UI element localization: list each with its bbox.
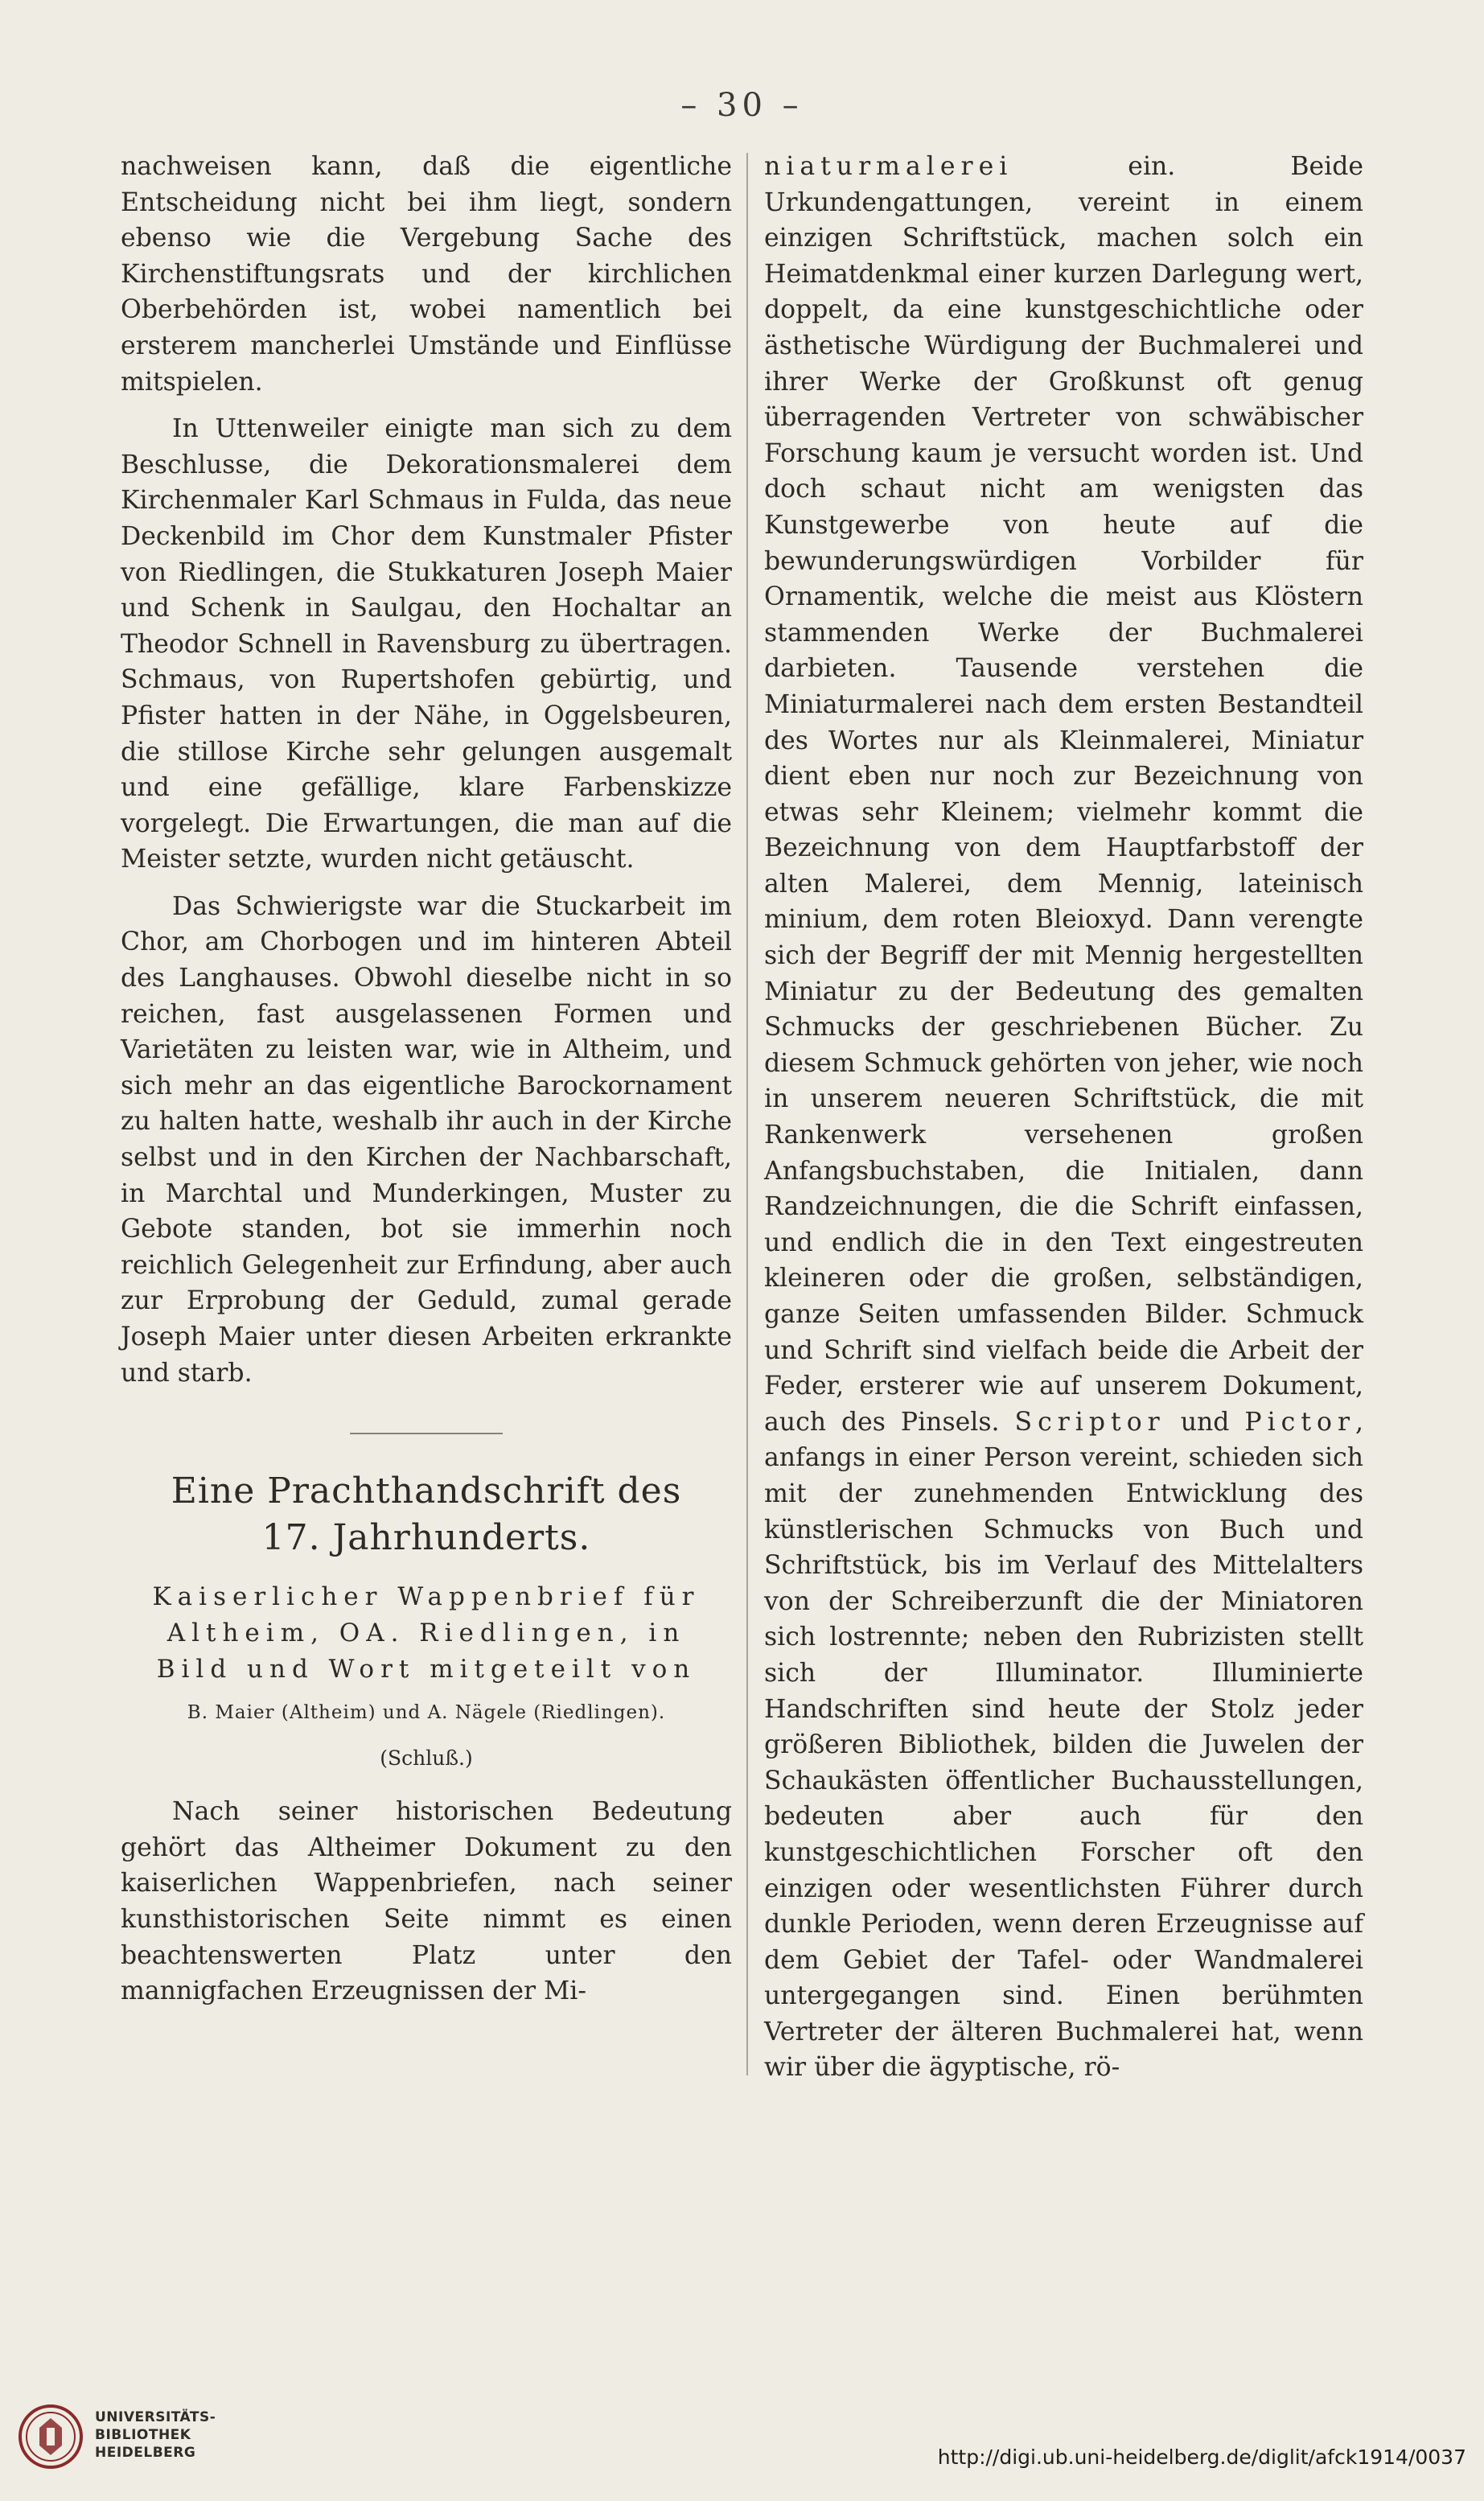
- library-logo: [18, 2404, 219, 2476]
- library-name-line-3: HEIDELBERG: [95, 2445, 196, 2461]
- spaced-word-scriptor: Scriptor: [1014, 1407, 1165, 1437]
- article-subheading-line-3: Bild und Wort mitgeteilt von: [156, 1655, 697, 1684]
- right-paragraph: [764, 149, 1363, 2086]
- article-heading-line-2: 17. Jahrhunderts.: [261, 1517, 591, 1559]
- column-rule: [746, 153, 748, 2075]
- article-heading: [121, 1468, 732, 1561]
- left-paragraph-2: In Uttenweiler einigte man sich zu dem Beschlusse, die Dekorationsmalerei dem Kirchenmaler Karl Schmaus in Fulda, das neue Deckenbild im Chor dem Kunstmaler Pfister von Riedlingen, die Stukkaturen Joseph Maier und Schenk in Saulgau, den Hochaltar an Theodor Schnell in Ravensburg zu übertragen. Schmaus, von Rupertshofen gebürtig, und Pfister hatten in der Nähe, in Oggelsbeuren, die stillose Kirche sehr gelungen ausgemalt und eine gefällige, klare Farbenskizze vorgelegt. Die Erwartungen, die man auf die Meister setzte, wurden nicht getäuscht.: [121, 414, 732, 874]
- conclusion-note: (Schluß.): [380, 1746, 473, 1771]
- right-paragraph-text: ein. Beide Urkundengattungen, vereint in einem einzigen Schriftstück, machen solch ein Heimatdenkmal einer kurzen Darlegung wert, doppelt, da eine kunstgeschichtliche oder ästhetische Würdigung der Buchmalerei und ihrer Werke der Großkunst oft genug überragenden Vertreter von schwäbischer Forschung kaum je versucht worden ist. Und doch schaut nicht am wenigsten das Kunstgewerbe von heute auf die bewunderungswürdigen Vorbilder für Ornamentik, welche die meist aus Klöstern stammenden Werke der Buchmalerei darbieten. Tausende verstehen die Miniaturmalerei nach dem ersten Bestandteil des Wortes nur als Kleinmalerei, Miniatur dient eben nur noch zur Bezeichnung von etwas sehr Kleinem; vielmehr kommt die Bezeichnung von dem Hauptfarbstoff der alten Malerei, dem Mennig, lateinisch minium, dem roten Bleioxyd. Dann verengte sich der Begriff der mit Mennig hergestellten Miniatur zu der Bedeutung des gemalten Schmucks der geschriebenen Bücher. Zu diesem Schmuck gehörten von jeher, wie noch in unserem neueren Schriftstück, die mit Rankenwerk versehenen großen Anfangsbuchstaben, die Initialen, dann Randzeichnungen, die die Schrift einfassen, und endlich die in den Text eingestreuten kleineren oder die großen, selbständigen, ganze Seiten umfassenden Bilder. Schmuck und Schrift sind vielfach beide die Arbeit der Feder, ersterer wie auf unserem Dokument, auch des Pinsels.: [764, 152, 1363, 1437]
- left-paragraph-1: nachweisen kann, daß die eigentliche Entscheidung nicht bei ihm liegt, sondern ebenso wie die Vergebung Sache des Kirchenstiftungsrats und der kirchlichen Oberbehörden ist, wobei namentlich bei ersterem mancherlei Umstände und Einflüsse mitspielen.: [121, 152, 732, 397]
- article-subheading: [121, 1579, 732, 1688]
- library-name-line-2: BIBLIOTHEK: [95, 2427, 191, 2443]
- source-url[interactable]: http://digi.ub.uni-heidelberg.de/diglit/afck1914/0037: [937, 2445, 1466, 2469]
- article-subheading-line-1: Kaiserlicher Wappenbrief für: [152, 1582, 701, 1612]
- article-byline: B. Maier (Altheim) und A. Nägele (Riedlingen).: [187, 1702, 666, 1724]
- right-paragraph-end: , anfangs in einer Person vereint, schieden sich mit der zunehmenden Entwicklung des künstlerischen Schmucks von Buch und Schriftstück, bis im Verlauf des Mittelalters von der Schreiberzunft die der Miniatoren sich lostrennte; neben den Rubrizisten stellt sich der Illuminator. Illuminierte Handschriften sind heute der Stolz jeder größeren Bibliothek, bilden die Juwelen der Schaukästen öffentlicher Buchausstellungen, bedeuten aber auch für den kunstgeschichtlichen Forscher oft den einzigen oder wesentlichsten Führer durch dunkle Perioden, wenn deren Erzeugnisse auf dem Gebiet der Tafel- oder Wandmalerei untergegangen sind. Einen berühmten Vertreter der älteren Buchmalerei hat, wenn wir über die ägyptische, rö-: [764, 1407, 1364, 2083]
- spaced-word-pictor: Pictor: [1244, 1407, 1355, 1437]
- right-column: [764, 149, 1363, 2086]
- spaced-word-miniaturmalerei: niaturmalerei: [764, 152, 1013, 181]
- library-name: [95, 2408, 216, 2462]
- article-subheading-line-2: Altheim, OA. Riedlingen, in: [166, 1619, 686, 1648]
- left-column: [121, 149, 732, 2009]
- page-number: – 30 –: [680, 87, 804, 124]
- library-seal-icon: [18, 2404, 84, 2470]
- left-paragraph-3: Das Schwierigste war die Stuckarbeit im Chor, am Chorbogen und im hinteren Abteil des Langhauses. Obwohl dieselbe nicht in so reichen, fast ausgelassenen Formen und Varietäten zu leisten war, wie in Altheim, und sich mehr an das eigentliche Barockornament zu halten hatte, weshalb ihr auch in der Kirche selbst und in den Kirchen der Nachbarschaft, in Marchtal und Munderkingen, Muster zu Gebote standen, bot sie immerhin noch reichlich Gelegenheit zur Erfindung, aber auch zur Erprobung der Geduld, zumal gerade Joseph Maier unter diesen Arbeiten erkrankte und starb.: [121, 891, 732, 1388]
- library-name-line-1: UNIVERSITÄTS-: [95, 2409, 216, 2425]
- article-paragraph-1: Nach seiner historischen Bedeutung gehört das Altheimer Dokument zu den kaiserlichen Wappenbriefen, nach seiner kunsthistorischen Seite nimmt es einen beachtenswerten Platz unter den mannigfachen Erzeugnissen der Mi-: [121, 1797, 732, 2006]
- section-divider: [350, 1433, 503, 1434]
- article-heading-line-1: Eine Prachthandschrift des: [171, 1471, 682, 1512]
- word-und: und: [1165, 1407, 1245, 1437]
